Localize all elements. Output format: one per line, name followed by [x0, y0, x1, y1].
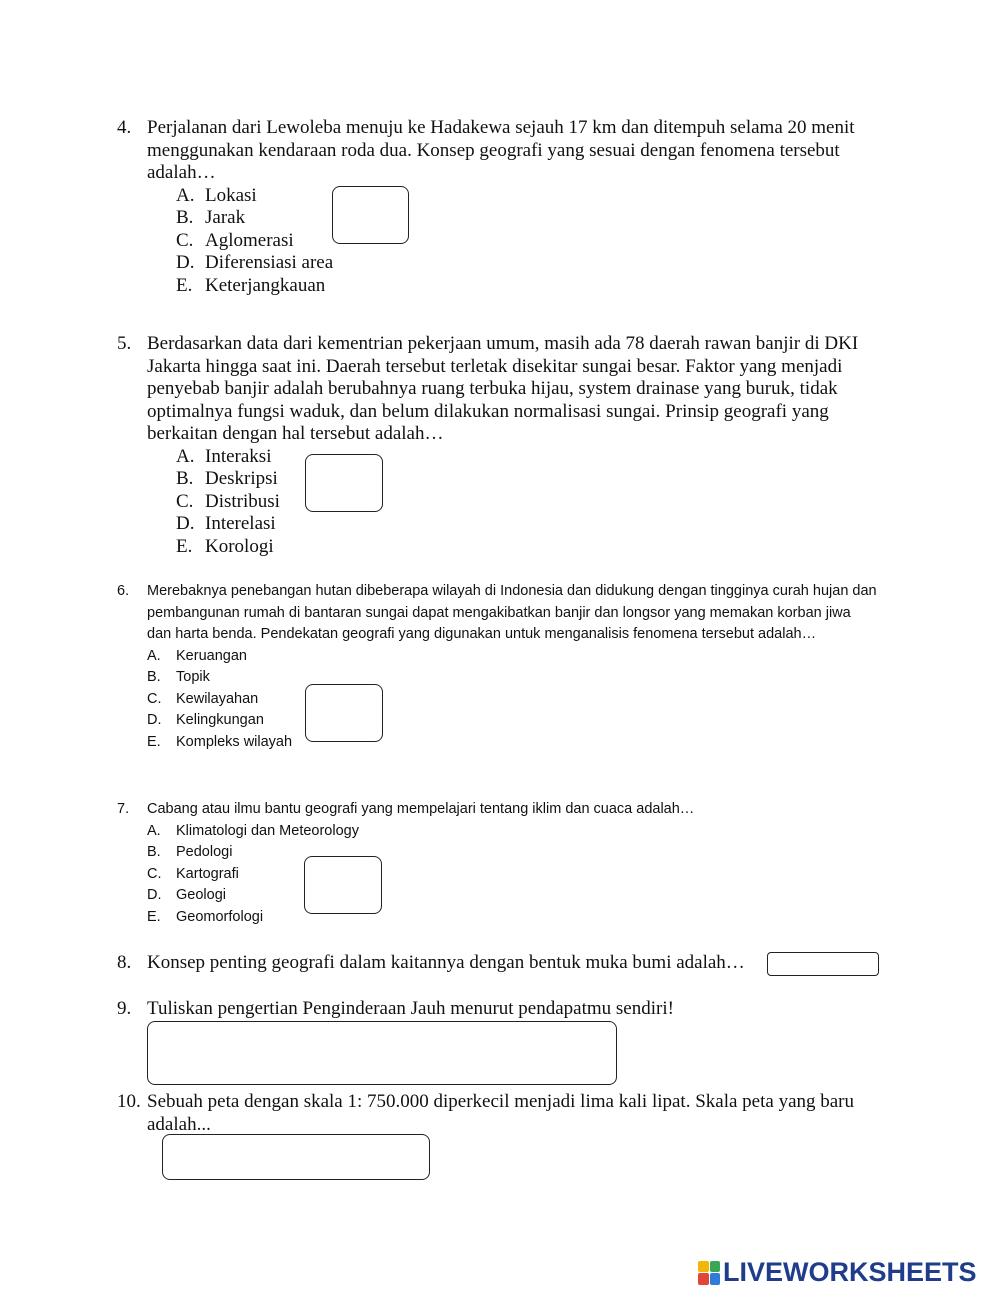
option — [176, 513, 897, 536]
option-letter: E. — [176, 535, 193, 557]
option-letter: B. — [176, 207, 194, 228]
option — [176, 230, 897, 253]
option-letter: A. — [147, 822, 161, 839]
answer-box-q10[interactable] — [162, 1134, 430, 1180]
option-text: Kartografi — [176, 865, 239, 882]
question-5 — [117, 333, 897, 558]
option — [176, 446, 897, 469]
logo-mark-icon — [698, 1261, 720, 1285]
option — [147, 689, 877, 711]
answer-box-q7[interactable] — [304, 856, 382, 914]
logo-text: LIVEWORKSHEETS — [723, 1257, 977, 1287]
logo-mark-cell — [698, 1261, 709, 1273]
option — [147, 646, 877, 668]
logo-mark-cell — [698, 1273, 709, 1285]
option-list — [176, 446, 897, 559]
option-letter: D. — [176, 513, 195, 534]
option-text: Klimatologi dan Meteorology — [176, 822, 359, 839]
option-text: Kewilayahan — [176, 690, 259, 707]
option-list — [176, 185, 897, 298]
option-text: Diferensiasi area — [205, 252, 334, 273]
option — [147, 885, 877, 907]
option-text: Geologi — [176, 887, 226, 903]
option-text: Pedologi — [176, 844, 233, 860]
option-text: Jarak — [205, 207, 246, 228]
question-number: 8. — [117, 952, 132, 973]
question-6 — [117, 581, 877, 753]
option-text: Interelasi — [205, 513, 276, 534]
option-text: Lokasi — [205, 184, 257, 206]
option-text: Korologi — [205, 535, 274, 557]
option-text: Topik — [176, 669, 210, 685]
question-7 — [117, 799, 877, 928]
option-text: Keruangan — [176, 647, 247, 664]
question-text: Sebuah peta dengan skala 1: 750.000 diperkecil menjadi lima kali lipat. Skala peta yang baru adalah... — [147, 1091, 855, 1135]
option — [176, 185, 897, 208]
option — [147, 710, 877, 732]
option-letter: E. — [176, 274, 193, 296]
option — [176, 491, 897, 514]
option-letter: A. — [176, 445, 195, 467]
answer-box-q8[interactable] — [767, 952, 879, 976]
option — [147, 667, 877, 689]
option-letter: A. — [147, 647, 161, 664]
question-number: 6. — [117, 583, 130, 599]
option-text: Geomorfologi — [176, 908, 264, 925]
question-number: 9. — [117, 998, 132, 1019]
option — [176, 536, 897, 559]
option-letter: C. — [147, 690, 162, 707]
question-4 — [117, 117, 897, 297]
option-list — [147, 821, 877, 929]
option — [147, 907, 877, 929]
option-letter: A. — [176, 184, 195, 206]
question-text: Berdasarkan data dari kementrian pekerjaan umum, masih ada 78 daerah rawan banjir di DKI Jakarta hingga saat ini. Daerah tersebut terletak disekitar sungai besar. Faktor yang menjadi penyebab banjir adalah berubahnya ruang terbuka hijau, system drainase yang buruk, tidak optimalnya fungsi waduk, dan belum dilakukan normalisasi sungai. Prinsip geografi yang berkaitan dengan hal tersebut adalah… — [147, 333, 859, 444]
option-letter: E. — [147, 733, 161, 750]
option-list — [147, 646, 877, 754]
option-text: Interaksi — [205, 445, 272, 467]
option-letter: B. — [176, 468, 194, 489]
option-letter: D. — [176, 252, 195, 273]
option-text: Distribusi — [205, 490, 280, 512]
option-letter: B. — [147, 669, 161, 685]
option — [176, 207, 897, 230]
option-letter: E. — [147, 908, 161, 925]
option-text: Aglomerasi — [205, 229, 294, 251]
answer-box-q4[interactable] — [332, 186, 409, 244]
option-text: Keterjangkauan — [205, 274, 326, 296]
question-text: Cabang atau ilmu bantu geografi yang mempelajari tentang iklim dan cuaca adalah… — [147, 801, 695, 817]
option — [147, 842, 877, 864]
question-text: Merebaknya penebangan hutan dibeberapa wilayah di Indonesia dan didukung dengan tingginya curah hujan dan pembangunan rumah di bantaran sungai dapat mengakibatkan banjir dan longsor yang memakan korban jiwa dan harta benda. Pendekatan geografi yang digunakan untuk menganalisis fenomena tersebut adalah… — [147, 583, 877, 642]
answer-box-q5[interactable] — [305, 454, 383, 512]
option-text: Deskripsi — [205, 468, 278, 489]
question-number: 7. — [117, 801, 130, 817]
option — [176, 275, 897, 298]
option-letter: C. — [176, 490, 194, 512]
question-number: 10. — [117, 1091, 141, 1112]
option-text: Kelingkungan — [176, 712, 264, 728]
question-10 — [117, 1091, 887, 1136]
answer-box-q6[interactable] — [305, 684, 383, 742]
option-letter: C. — [176, 229, 194, 251]
option — [176, 468, 897, 491]
option — [147, 821, 877, 843]
question-text: Perjalanan dari Lewoleba menuju ke Hadakewa sejauh 17 km dan ditempuh selama 20 menit menggunakan kendaraan roda dua. Konsep geografi yang sesuai dengan fenomena tersebut adalah… — [147, 117, 855, 183]
question-text: Konsep penting geografi dalam kaitannya dengan bentuk muka bumi adalah… — [147, 952, 745, 973]
option-letter: D. — [147, 887, 162, 903]
option-letter: D. — [147, 712, 162, 728]
question-number: 4. — [117, 117, 132, 138]
question-number: 5. — [117, 333, 132, 354]
option-letter: B. — [147, 844, 161, 860]
logo-mark-cell — [710, 1261, 721, 1273]
question-text: Tuliskan pengertian Penginderaan Jauh menurut pendapatmu sendiri! — [147, 998, 674, 1019]
question-9 — [117, 998, 897, 1021]
option-letter: C. — [147, 865, 162, 882]
logo-mark-cell — [710, 1273, 721, 1285]
option — [176, 252, 897, 275]
option — [147, 864, 877, 886]
option — [147, 732, 877, 754]
answer-box-q9[interactable] — [147, 1021, 617, 1085]
liveworksheets-logo — [698, 1257, 977, 1288]
option-text: Kompleks wilayah — [176, 733, 293, 750]
